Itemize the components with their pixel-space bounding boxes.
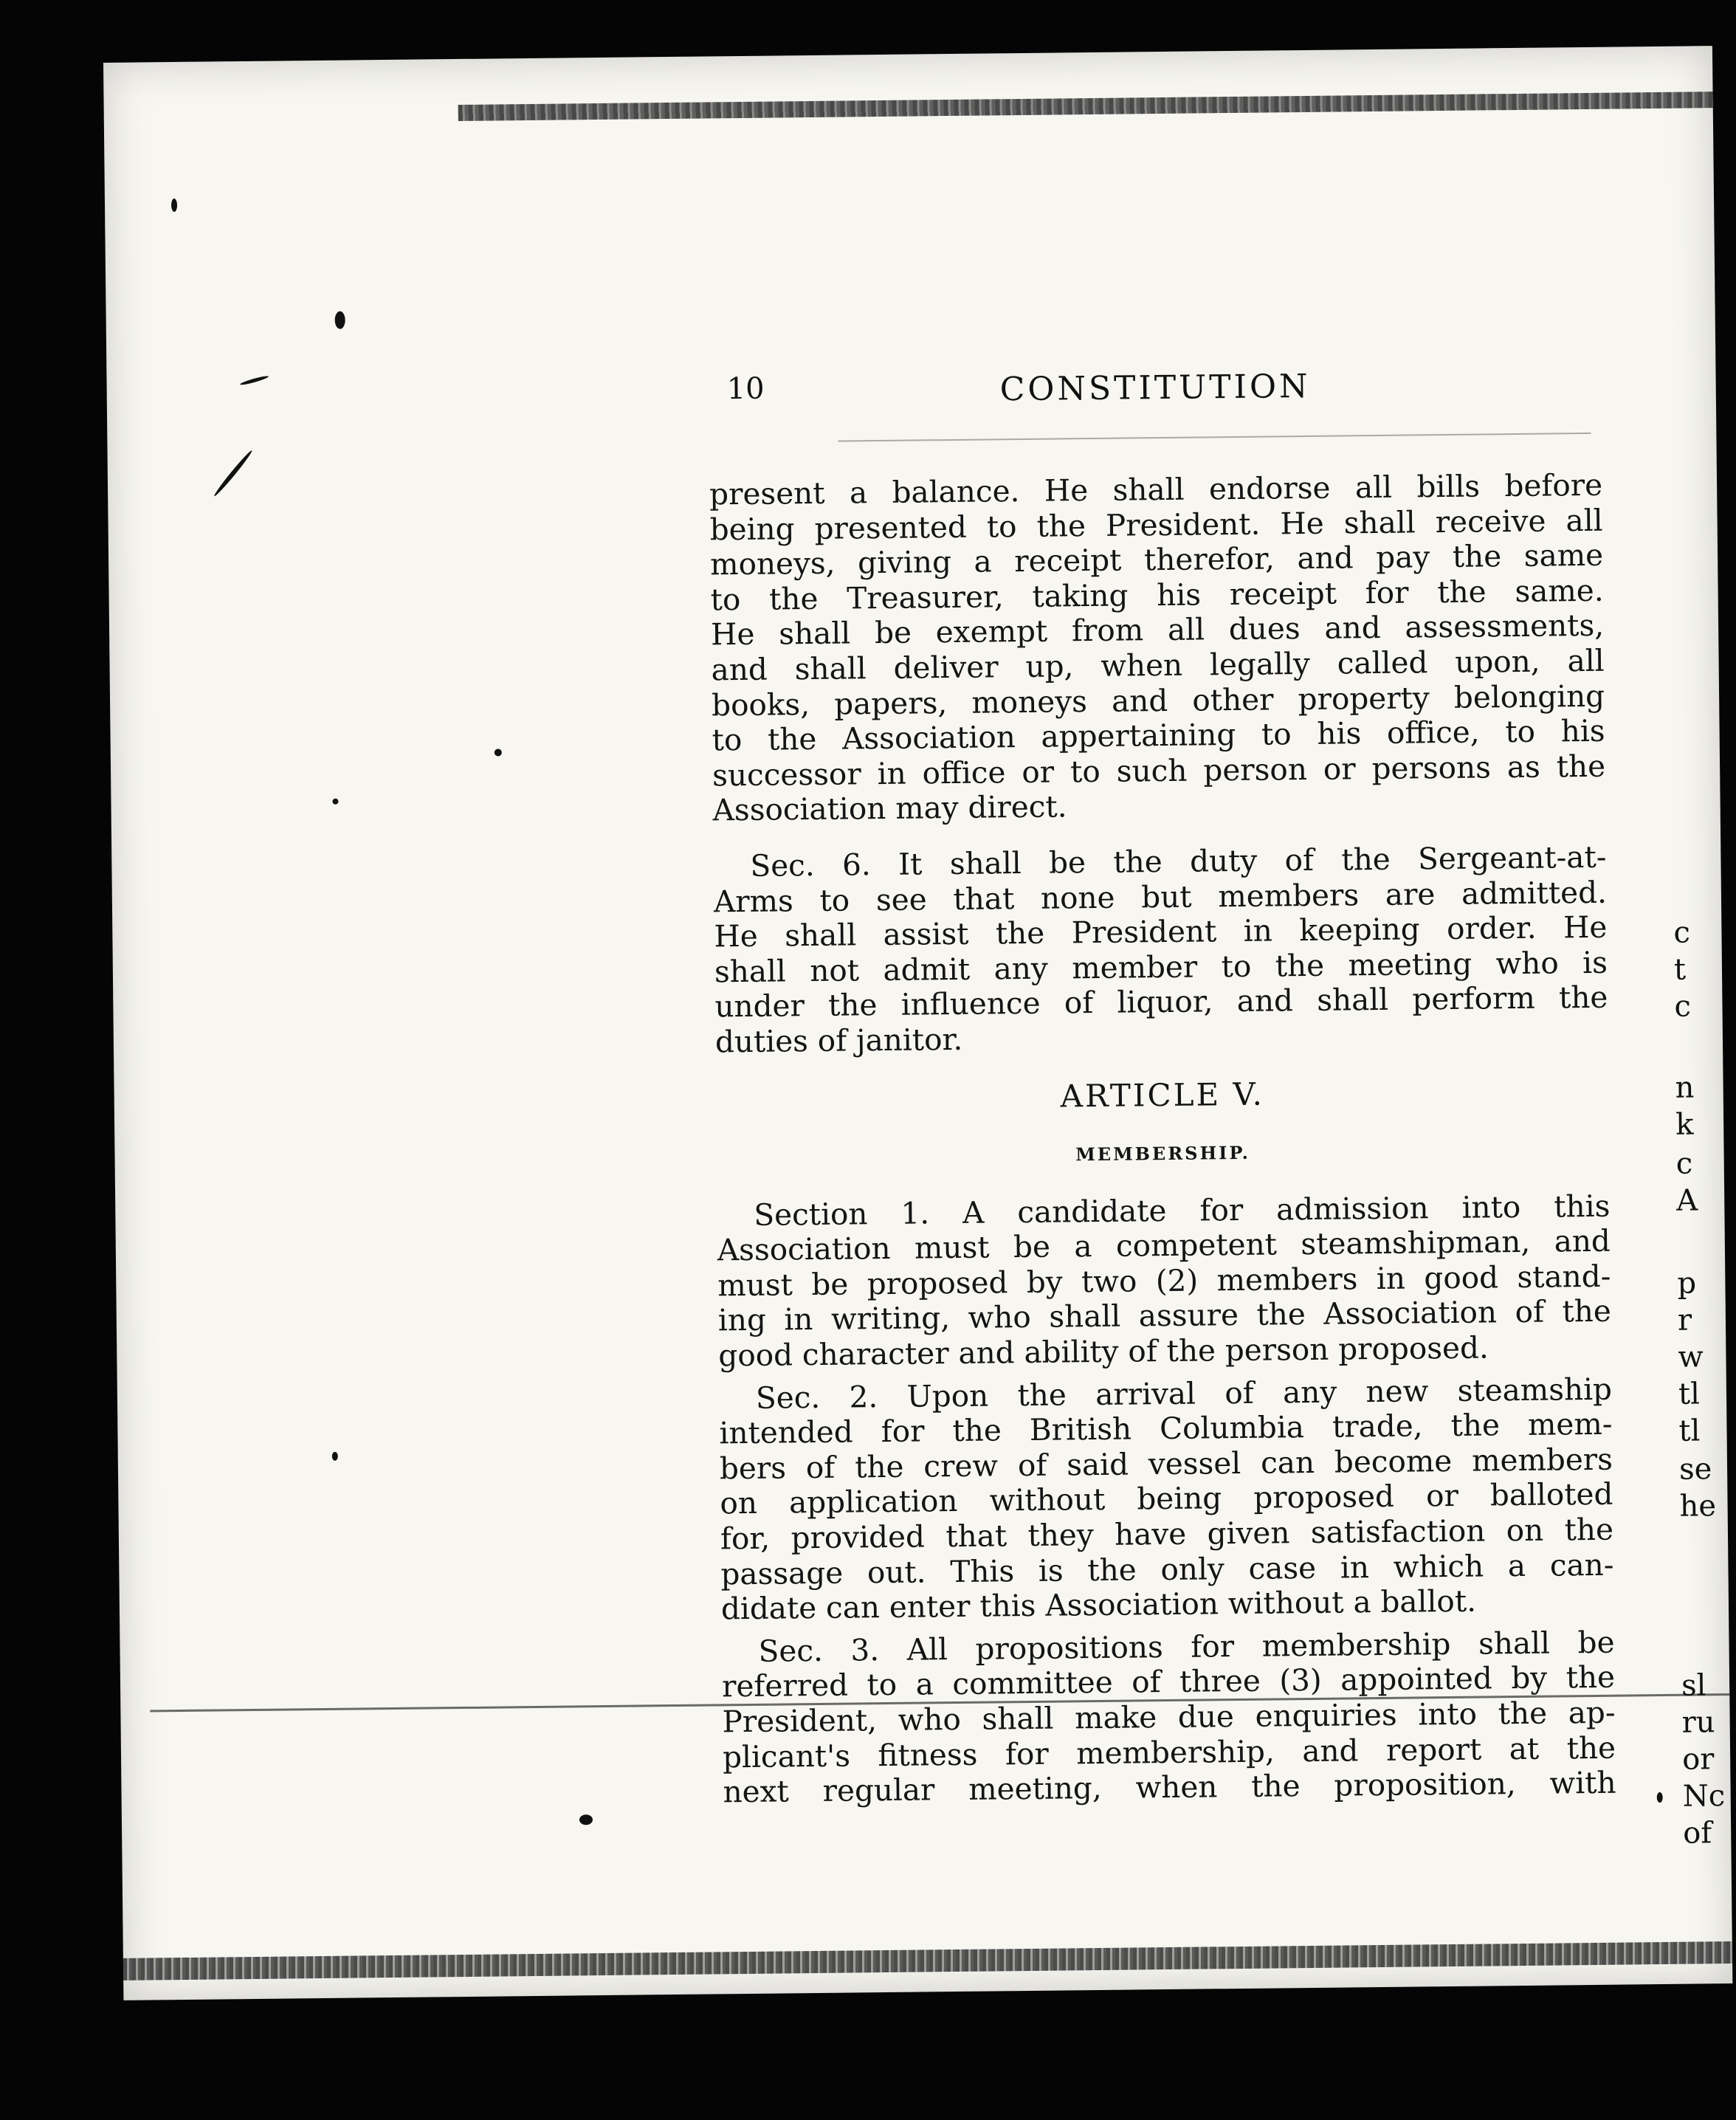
text-line: intended for the British Columbia trade, the mem-: [719, 1405, 1613, 1451]
text-line: for, provided that they have given satisfaction on the: [720, 1511, 1614, 1557]
text-line: Arms to see that none but members are admitted.: [713, 874, 1608, 919]
scan-speck: [332, 1452, 338, 1461]
facing-page-fragment: sl: [1681, 1668, 1706, 1703]
text-line: books, papers, moneys and other property belonging: [711, 678, 1605, 723]
text-line: Sec. 6. It shall be the duty of the Sergeant-at-: [750, 839, 1607, 884]
text-line: He shall assist the President in keeping order. He: [714, 909, 1608, 954]
facing-page-fragment: ru: [1681, 1705, 1715, 1740]
facing-page-fragment: r: [1677, 1303, 1692, 1338]
facing-page-fragment: k: [1675, 1107, 1694, 1142]
text-line: He shall be exempt from all dues and assessments,: [710, 608, 1605, 653]
text-line: good character and ability of the person proposed.: [718, 1329, 1489, 1374]
page-top-edge: [458, 92, 1713, 121]
page-bottom-edge: [123, 1941, 1732, 1980]
text-line: duties of janitor.: [714, 1021, 963, 1060]
facing-page-fragment: tl: [1678, 1414, 1701, 1448]
page-header: [726, 362, 1687, 424]
facing-page-fragment: c: [1673, 915, 1691, 950]
text-line: didate can enter this Association without a ballot.: [720, 1583, 1477, 1627]
scan-speck: [495, 748, 502, 756]
facing-page-fragment: he: [1679, 1489, 1717, 1524]
paragraph-sec-3-cont: [722, 1660, 1616, 1810]
facing-page-fragment: of: [1682, 1816, 1712, 1851]
text-line: successor in office or to such person or persons as the: [712, 748, 1606, 794]
text-line: ing in writing, who shall assure the Association of the: [717, 1293, 1612, 1338]
text-line: present a balance. He shall endorse all bills before: [709, 467, 1603, 512]
text-line: Section 1. A candidate for admission into this: [754, 1188, 1611, 1233]
main-text-column: [709, 468, 1616, 1810]
paragraph-sec-2-cont: [719, 1407, 1614, 1627]
facing-page-fragment: c: [1675, 1146, 1693, 1181]
facing-page-fragment: t: [1673, 952, 1687, 987]
scan-speck: [579, 1814, 593, 1825]
paragraph-sec-6-cont: [714, 875, 1608, 1060]
text-line: Sec. 3. All propositions for membership shall be: [758, 1624, 1615, 1669]
header-rule: [838, 433, 1591, 442]
text-line: passage out. This is the only case in which a can-: [720, 1546, 1614, 1591]
facing-page-fragment: tl: [1678, 1377, 1701, 1411]
facing-page-edge: [1673, 799, 1735, 1892]
facing-page-fragment: se: [1678, 1452, 1712, 1487]
scan-speck: [213, 449, 253, 498]
text-line: being presented to the President. He shall receive all: [709, 502, 1603, 548]
document-page: [103, 46, 1732, 2000]
facing-page-fragment: n: [1675, 1070, 1695, 1105]
text-line: bers of the crew of said vessel can become members: [719, 1441, 1613, 1487]
page-number: 10: [726, 371, 765, 407]
text-line: must be proposed by two (2) members in good stand-: [717, 1258, 1611, 1304]
scan-speck: [171, 199, 177, 212]
text-line: moneys, giving a receipt therefor, and pay the same: [709, 537, 1604, 582]
text-line: next regular meeting, when the proposition, with: [723, 1764, 1616, 1810]
facing-page-fragment: A: [1676, 1183, 1698, 1218]
text-line: to the Association appertaining to his office, to his: [712, 712, 1605, 758]
scan-speck: [240, 375, 269, 387]
article-heading: ARTICLE V.: [1060, 1076, 1265, 1114]
facing-page-fragment: p: [1677, 1266, 1697, 1301]
text-line: Association must be a competent steamshipman, and: [717, 1222, 1611, 1268]
text-line: and shall deliver up, when legally called upon, all: [711, 642, 1605, 688]
text-line: on application without being proposed or balloted: [720, 1476, 1613, 1521]
text-line: referred to a committee of three (3) appointed by the: [721, 1659, 1616, 1704]
facing-page-fragment: Nc: [1682, 1779, 1726, 1814]
text-line: Sec. 2. Upon the arrival of any new steamship: [755, 1371, 1613, 1416]
facing-page-fragment: w: [1678, 1340, 1704, 1374]
text-line: President, who shall make due enquiries into the ap-: [722, 1694, 1616, 1740]
facing-page-fragment: c: [1674, 989, 1692, 1024]
paragraph-secretary-duties: [709, 468, 1606, 829]
text-line: to the Treasurer, taking his receipt for the same.: [710, 572, 1604, 618]
running-title: CONSTITUTION: [999, 367, 1311, 409]
text-line: Association may direct.: [712, 788, 1067, 828]
text-line: under the influence of liquor, and shall perform the: [714, 980, 1608, 1025]
scan-speck: [335, 312, 345, 329]
article-subheading: MEMBERSHIP.: [1075, 1141, 1251, 1166]
paragraph-section-1-cont: [717, 1224, 1612, 1374]
facing-page-fragment: or: [1681, 1742, 1715, 1777]
text-line: shall not admit any member to the meeting who is: [714, 944, 1608, 990]
text-line: plicant's fitness for membership, and report at the: [722, 1730, 1616, 1775]
scan-speck: [332, 799, 338, 805]
scan-speck: [1657, 1792, 1663, 1803]
